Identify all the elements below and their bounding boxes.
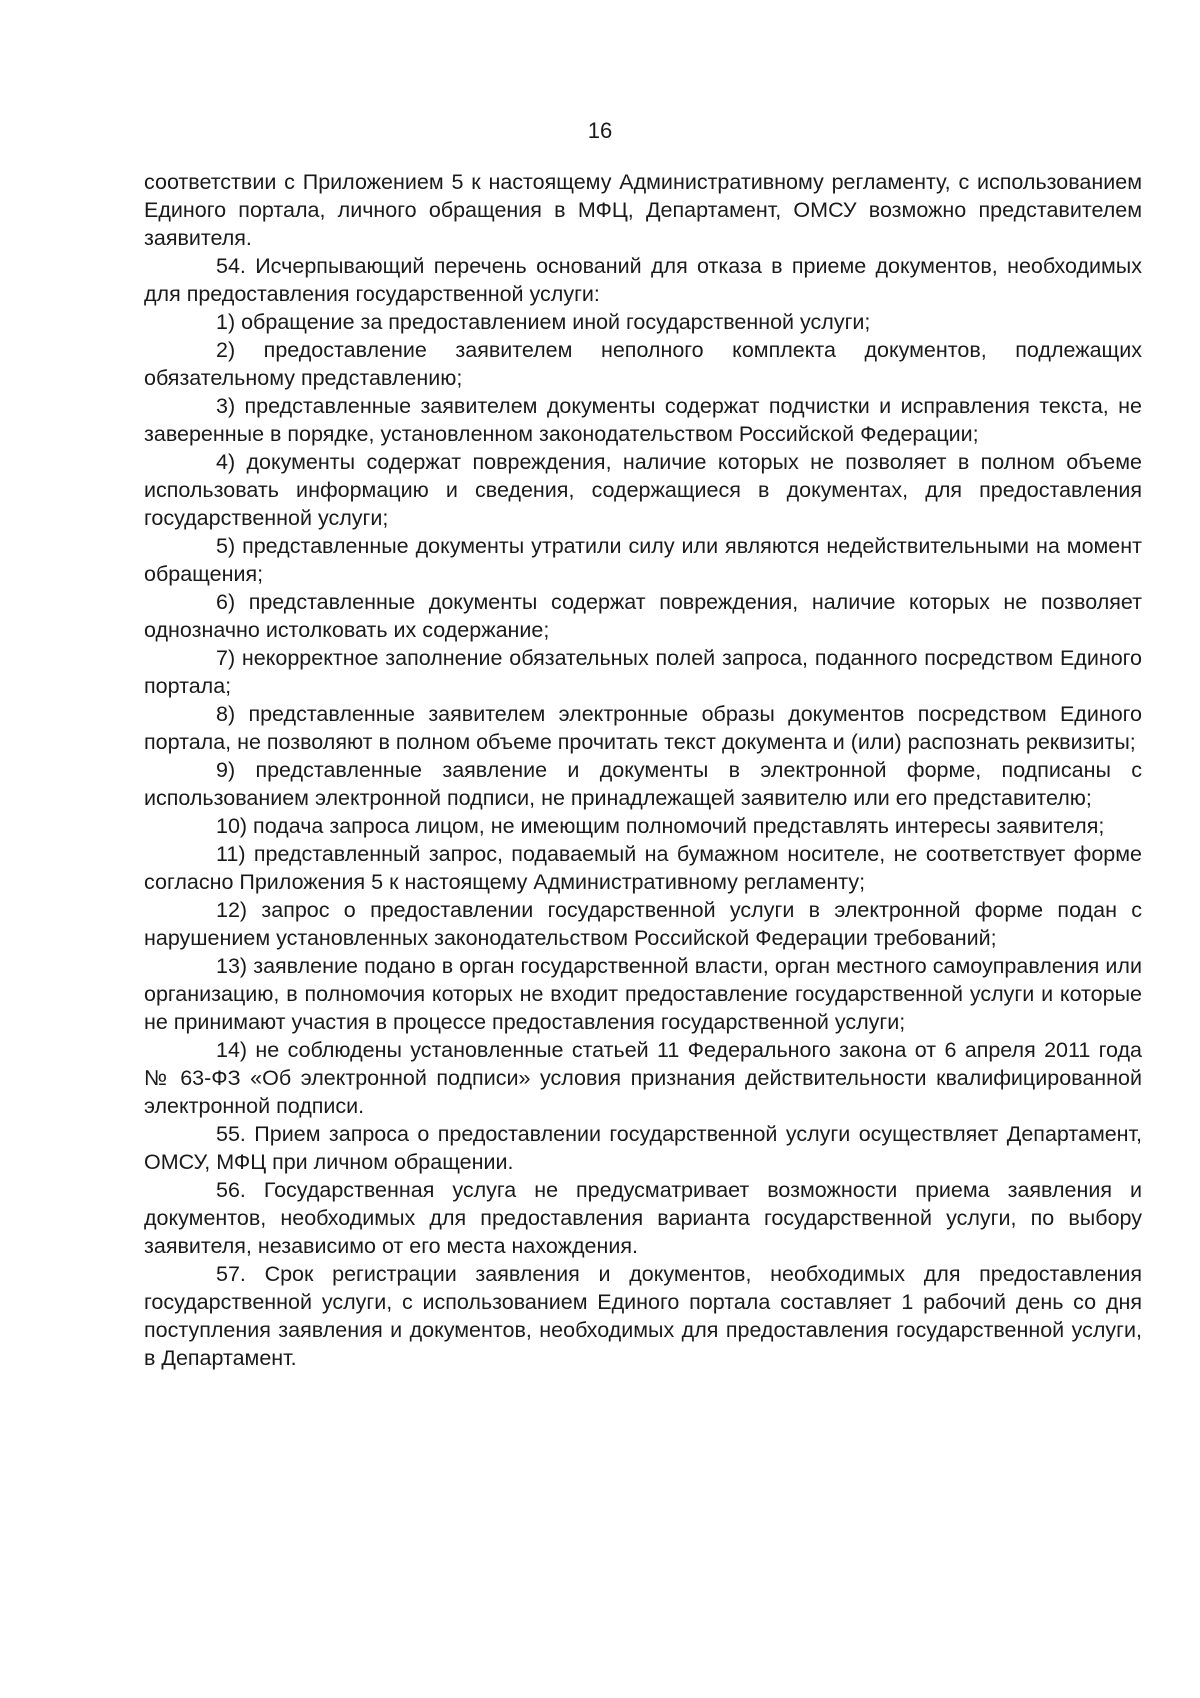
paragraph-56: 56. Государственная услуга не предусматривает возможности приема заявления и документов, необходимых для предоставления варианта государственной услуги, по выбору заявителя, независимо от его места нахождения. — [144, 1178, 1142, 1258]
list-item-1: 1) обращение за предоставлением иной государственной услуги; — [216, 310, 871, 334]
list-item-5: 5) представленные документы утратили силу или являются недействительными на момент обращения; — [144, 534, 1142, 586]
list-item-7: 7) некорректное заполнение обязательных полей запроса, поданного посредством Единого портала; — [144, 646, 1142, 698]
list-item-14: 14) не соблюдены установленные статьей 11 Федерального закона от 6 апреля 2011 года № 63-ФЗ «Об электронной подписи» условия признания действительности квалифицированной электронной подписи. — [144, 1038, 1142, 1118]
list-item-4: 4) документы содержат повреждения, наличие которых не позволяет в полном объеме использовать информацию и сведения, содержащиеся в документах, для предоставления государственной услуги; — [144, 450, 1142, 530]
list-item-2: 2) предоставление заявителем неполного комплекта документов, подлежащих обязательному представлению; — [144, 338, 1142, 390]
document-body — [144, 168, 1142, 1372]
list-item-10: 10) подача запроса лицом, не имеющим полномочий представлять интересы заявителя; — [216, 814, 1105, 838]
paragraph-54: 54. Исчерпывающий перечень оснований для отказа в приеме документов, необходимых для предоставления государственной услуги: — [144, 254, 1142, 306]
page-number: 16 — [587, 118, 613, 143]
list-item-9: 9) представленные заявление и документы в электронной форме, подписаны с использованием электронной подписи, не принадлежащей заявителю или его представителю; — [144, 758, 1142, 810]
paragraph-55: 55. Прием запроса о предоставлении государственной услуги осуществляет Департамент, ОМСУ, МФЦ при личном обращении. — [144, 1122, 1142, 1174]
paragraph-57: 57. Срок регистрации заявления и документов, необходимых для предоставления государственной услуги, с использованием Единого портала составляет 1 рабочий день со дня поступления заявления и документов, необходимых для предоставления государственной услуги, в Департамент. — [144, 1262, 1142, 1370]
list-item-11: 11) представленный запрос, подаваемый на бумажном носителе, не соответствует форме согласно Приложения 5 к настоящему Административному регламенту; — [144, 842, 1142, 894]
list-item-6: 6) представленные документы содержат повреждения, наличие которых не позволяет однозначно истолковать их содержание; — [144, 590, 1142, 642]
paragraph-continuation: соответствии с Приложением 5 к настоящему Административному регламенту, с использованием Единого портала, личного обращения в МФЦ, Департамент, ОМСУ возможно представителем заявителя. — [144, 170, 1142, 250]
list-item-3: 3) представленные заявителем документы содержат подчистки и исправления текста, не заверенные в порядке, установленном законодательством Российской Федерации; — [144, 394, 1142, 446]
list-item-8: 8) представленные заявителем электронные образы документов посредством Единого портала, не позволяют в полном объеме прочитать текст документа и (или) распознать реквизиты; — [144, 702, 1142, 754]
list-item-12: 12) запрос о предоставлении государственной услуги в электронной форме подан с нарушением установленных законодательством Российской Федерации требований; — [144, 898, 1142, 950]
list-item-13: 13) заявление подано в орган государственной власти, орган местного самоуправления или организацию, в полномочия которых не входит предоставление государственной услуги и которые не принимают участия в процессе предоставления государственной услуги; — [144, 954, 1142, 1034]
